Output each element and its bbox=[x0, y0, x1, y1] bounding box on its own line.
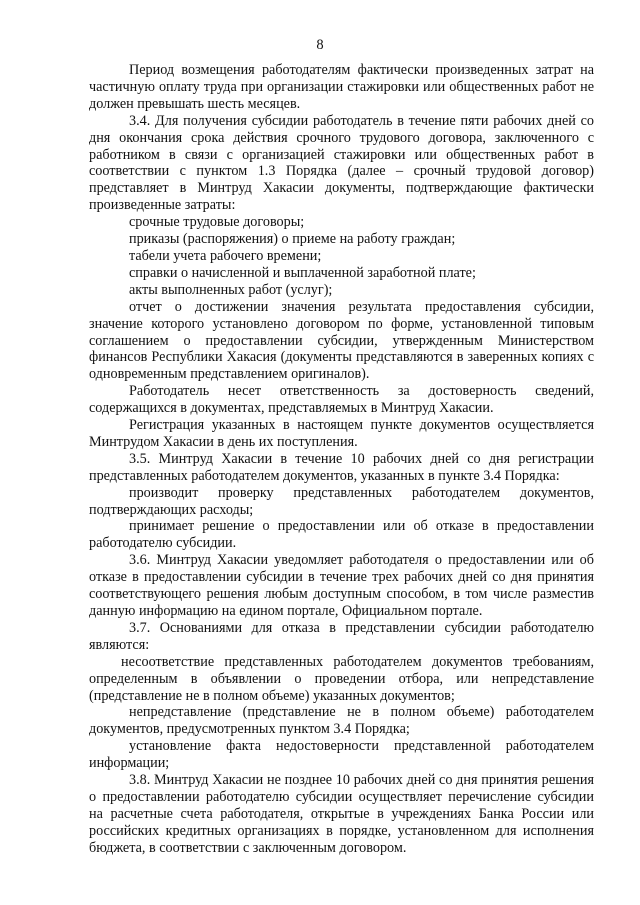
list-item-verification: производит проверку представленных работодателем документов, подтверждающих расходы; bbox=[89, 484, 594, 518]
list-item-result-report: отчет о достижении значения результата предоставления субсидии, значение которого установлено договором по форме, установленной типовым соглашением о предоставлении субсидии, утвержденным Министерством финансов Республики Хакасия (документы представляются в заверенных копиях с одновременным представлением оригиналов). bbox=[89, 298, 594, 383]
paragraph-registration: Регистрация указанных в настоящем пункте документов осуществляется Минтрудом Хакасии в день их поступления. bbox=[89, 417, 594, 450]
paragraph-employer-responsibility: Работодатель несет ответственность за достоверность сведений, содержащихся в документах, представляемых в Минтруд Хакасии. bbox=[89, 383, 594, 417]
paragraph-reimbursement-period: Период возмещения работодателям фактически произведенных затрат на частичную оплату труда при организации стажировки или общественных работ не должен превышать шесть месяцев. bbox=[89, 62, 594, 112]
list-item-fixed-term-contracts: срочные трудовые договоры; bbox=[129, 214, 305, 231]
paragraph-3-8: 3.8. Минтруд Хакасии не позднее 10 рабочих дней со дня принятия решения о предоставлении работодателю субсидии осуществляет перечисление субсидии на расчетные счета работодателя, открытые в учреждениях Банка России или российских кредитных организациях в порядке, установленном для исполнения бюджета, в соответствии с заключенным договором. bbox=[89, 772, 594, 856]
paragraph-3-7: 3.7. Основаниями для отказа в представлении субсидии работодателю являются: bbox=[89, 619, 594, 653]
list-item-hiring-orders: приказы (распоряжения) о приеме на работу граждан; bbox=[129, 231, 456, 248]
list-item-salary-certificates: справки о начисленной и выплаченной заработной плате; bbox=[129, 264, 476, 281]
list-item-timesheets: табели учета рабочего времени; bbox=[129, 247, 322, 264]
paragraph-3-4: 3.4. Для получения субсидии работодатель в течение пяти рабочих дней со дня окончания срока действия срочного трудового договора, заключенного с работником в связи с организацией стажировки или общественных работ в соответствии с пунктом 1.3 Порядка (далее – срочный трудовой договор) представляет в Минтруд Хакасии документы, подтверждающие фактически произведенные затраты: bbox=[89, 112, 594, 214]
paragraph-3-6: 3.6. Минтруд Хакасии уведомляет работодателя о предоставлении или об отказе в предоставлении субсидии в течение трех рабочих дней со дня принятия соответствующего решения любым доступным способом, в том числе разместив данную информацию на едином портале, Официальном портале. bbox=[89, 552, 594, 619]
list-item-non-compliance: несоответствие представленных работодателем документов требованиям, определенным в объявлении о проведении отбора, или непредставление (представление не в полном объеме) указанных документов; bbox=[89, 653, 594, 704]
page-number: 8 bbox=[316, 37, 324, 53]
list-item-non-submission: непредставление (представление не в полном объеме) работодателем документов, предусмотренных пунктом 3.4 Порядка; bbox=[89, 704, 594, 738]
list-item-false-information: установление факта недостоверности представленной работодателем информации; bbox=[89, 738, 594, 772]
list-item-decision: принимает решение о предоставлении или об отказе в предоставлении работодателю субсидии. bbox=[89, 518, 594, 552]
document-body bbox=[89, 62, 594, 857]
list-item-work-acts: акты выполненных работ (услуг); bbox=[129, 281, 333, 298]
paragraph-3-5: 3.5. Минтруд Хакасии в течение 10 рабочих дней со дня регистрации представленных работодателем документов, указанных в пункте 3.4 Порядка: bbox=[89, 450, 594, 484]
